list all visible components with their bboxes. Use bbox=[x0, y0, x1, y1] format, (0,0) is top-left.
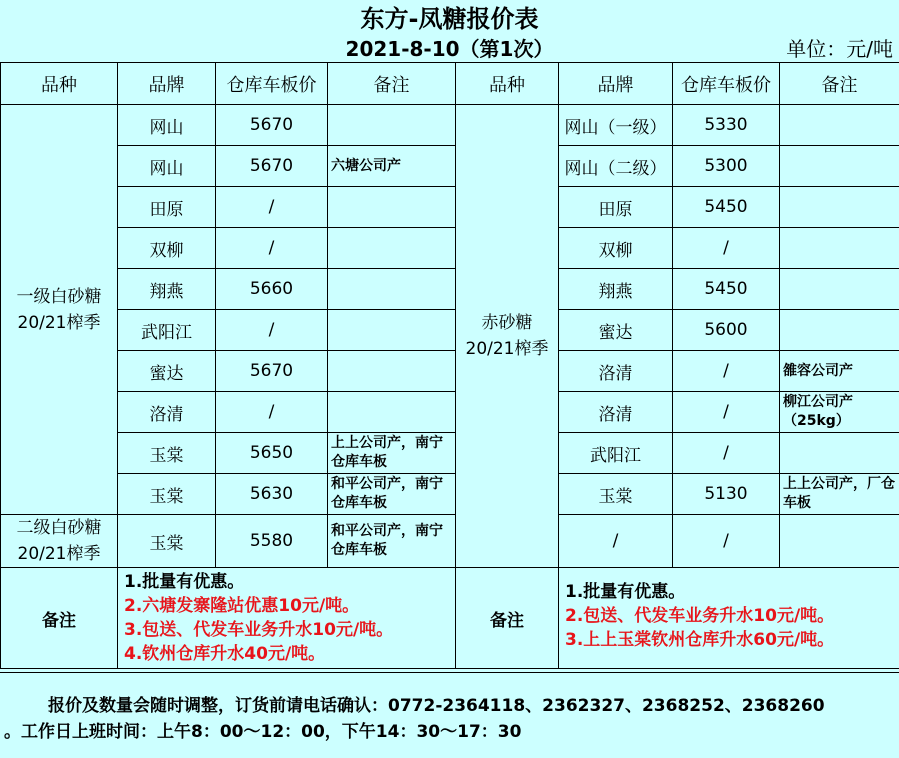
table-row bbox=[1, 269, 899, 310]
left-brand: 蜜达 bbox=[118, 351, 216, 392]
left-price: / bbox=[216, 310, 328, 351]
right-brand: 武阳江 bbox=[559, 433, 673, 474]
table-row bbox=[1, 105, 899, 146]
table-row bbox=[1, 433, 899, 474]
left-note: 六塘公司产 bbox=[328, 146, 456, 187]
remarks-list-right bbox=[559, 568, 899, 669]
left-note: 和平公司产，南宁仓库车板 bbox=[328, 474, 456, 515]
right-brand: 网山（二级） bbox=[559, 146, 673, 187]
header-row bbox=[1, 63, 899, 105]
right-brand: 蜜达 bbox=[559, 310, 673, 351]
table-row bbox=[1, 351, 899, 392]
header-brand-right: 品牌 bbox=[559, 63, 673, 105]
left-note bbox=[328, 228, 456, 269]
table-row bbox=[1, 187, 899, 228]
left-brand: 武阳江 bbox=[118, 310, 216, 351]
remarks-label-left: 备注 bbox=[1, 568, 118, 669]
right-note: 雒容公司产 bbox=[780, 351, 899, 392]
table-row bbox=[1, 474, 899, 515]
left-brand: 洛清 bbox=[118, 392, 216, 433]
left-price: 5580 bbox=[216, 515, 328, 568]
table-row bbox=[1, 515, 899, 568]
right-price: / bbox=[673, 228, 780, 269]
left-price: 5670 bbox=[216, 146, 328, 187]
right-price: 5450 bbox=[673, 187, 780, 228]
right-price: 5330 bbox=[673, 105, 780, 146]
right-note bbox=[780, 105, 899, 146]
remark-item: 3.上上玉棠钦州仓库升水60元/吨。 bbox=[565, 628, 893, 652]
variety-second-grade-white: 二级白砂糖 20/21榨季 bbox=[1, 515, 118, 568]
left-price: / bbox=[216, 228, 328, 269]
header-brand-left: 品牌 bbox=[118, 63, 216, 105]
right-brand: 翔燕 bbox=[559, 269, 673, 310]
right-price: / bbox=[673, 433, 780, 474]
left-note bbox=[328, 392, 456, 433]
left-brand: 玉棠 bbox=[118, 474, 216, 515]
table-row bbox=[1, 392, 899, 433]
left-price: 5650 bbox=[216, 433, 328, 474]
left-brand: 田原 bbox=[118, 187, 216, 228]
remark-item: 2.包送、代发车业务升水10元/吨。 bbox=[565, 604, 893, 628]
footer-line-2: 。工作日上班时间：上午8：00～12：00，下午14：30～17：30 bbox=[4, 717, 521, 747]
left-price: 5660 bbox=[216, 269, 328, 310]
right-brand: 洛清 bbox=[559, 392, 673, 433]
left-brand: 翔燕 bbox=[118, 269, 216, 310]
table-row bbox=[1, 310, 899, 351]
left-brand: 玉棠 bbox=[118, 433, 216, 474]
variety-first-grade-white: 一级白砂糖 20/21榨季 bbox=[1, 105, 118, 515]
table-row bbox=[1, 146, 899, 187]
left-price: / bbox=[216, 187, 328, 228]
right-note bbox=[780, 146, 899, 187]
header-variety-right: 品种 bbox=[456, 63, 559, 105]
left-price: 5630 bbox=[216, 474, 328, 515]
right-price: / bbox=[673, 392, 780, 433]
left-brand: 双柳 bbox=[118, 228, 216, 269]
right-brand: 双柳 bbox=[559, 228, 673, 269]
left-note bbox=[328, 310, 456, 351]
left-note bbox=[328, 269, 456, 310]
remark-item: 2.六塘发寨隆站优惠10元/吨。 bbox=[124, 594, 449, 618]
header-note-left: 备注 bbox=[328, 63, 456, 105]
right-price: 5450 bbox=[673, 269, 780, 310]
left-brand: 玉棠 bbox=[118, 515, 216, 568]
left-brand: 网山 bbox=[118, 105, 216, 146]
right-note bbox=[780, 269, 899, 310]
right-note bbox=[780, 187, 899, 228]
table-row bbox=[1, 228, 899, 269]
left-price: 5670 bbox=[216, 105, 328, 146]
left-note: 和平公司产，南宁仓库车板 bbox=[328, 515, 456, 568]
remarks-list-left bbox=[118, 568, 456, 669]
right-price: 5600 bbox=[673, 310, 780, 351]
remark-item: 3.包送、代发车业务升水10元/吨。 bbox=[124, 618, 449, 642]
right-brand: / bbox=[559, 515, 673, 568]
left-price: 5670 bbox=[216, 351, 328, 392]
remark-item: 4.钦州仓库升水40元/吨。 bbox=[124, 642, 449, 666]
right-note bbox=[780, 433, 899, 474]
header-price-left: 仓库车板价 bbox=[216, 63, 328, 105]
header-variety-left: 品种 bbox=[1, 63, 118, 105]
right-note bbox=[780, 228, 899, 269]
left-note bbox=[328, 351, 456, 392]
left-note bbox=[328, 105, 456, 146]
right-brand: 玉棠 bbox=[559, 474, 673, 515]
right-brand: 田原 bbox=[559, 187, 673, 228]
right-price: 5300 bbox=[673, 146, 780, 187]
header-price-right: 仓库车板价 bbox=[673, 63, 780, 105]
right-note: 上上公司产，厂仓车板 bbox=[780, 474, 899, 515]
remark-item: 1.批量有优惠。 bbox=[565, 580, 893, 604]
footer-line-1: 报价及数量会随时调整，订货前请电话确认：0772-2364118、2362327、2368252、2368260 bbox=[48, 691, 825, 721]
unit-label: 单位：元/吨 bbox=[786, 36, 893, 62]
left-note: 上上公司产，南宁仓库车板 bbox=[328, 433, 456, 474]
right-note bbox=[780, 515, 899, 568]
date-subtitle: 2021-8-10（第1次） bbox=[0, 36, 899, 62]
remarks-label-right: 备注 bbox=[456, 568, 559, 669]
remark-item: 1.批量有优惠。 bbox=[124, 570, 449, 594]
footer-notice bbox=[0, 672, 899, 758]
right-brand: 洛清 bbox=[559, 351, 673, 392]
left-brand: 网山 bbox=[118, 146, 216, 187]
right-brand: 网山（一级） bbox=[559, 105, 673, 146]
right-price: / bbox=[673, 351, 780, 392]
price-table bbox=[0, 62, 899, 669]
left-note bbox=[328, 187, 456, 228]
right-note bbox=[780, 310, 899, 351]
variety-brown-sugar: 赤砂糖 20/21榨季 bbox=[456, 105, 559, 568]
header-note-right: 备注 bbox=[780, 63, 899, 105]
right-note: 柳江公司产（25kg） bbox=[780, 392, 899, 433]
left-price: / bbox=[216, 392, 328, 433]
page-title: 东方-凤糖报价表 bbox=[0, 2, 899, 36]
remarks-row bbox=[1, 568, 899, 669]
right-price: / bbox=[673, 515, 780, 568]
right-price: 5130 bbox=[673, 474, 780, 515]
